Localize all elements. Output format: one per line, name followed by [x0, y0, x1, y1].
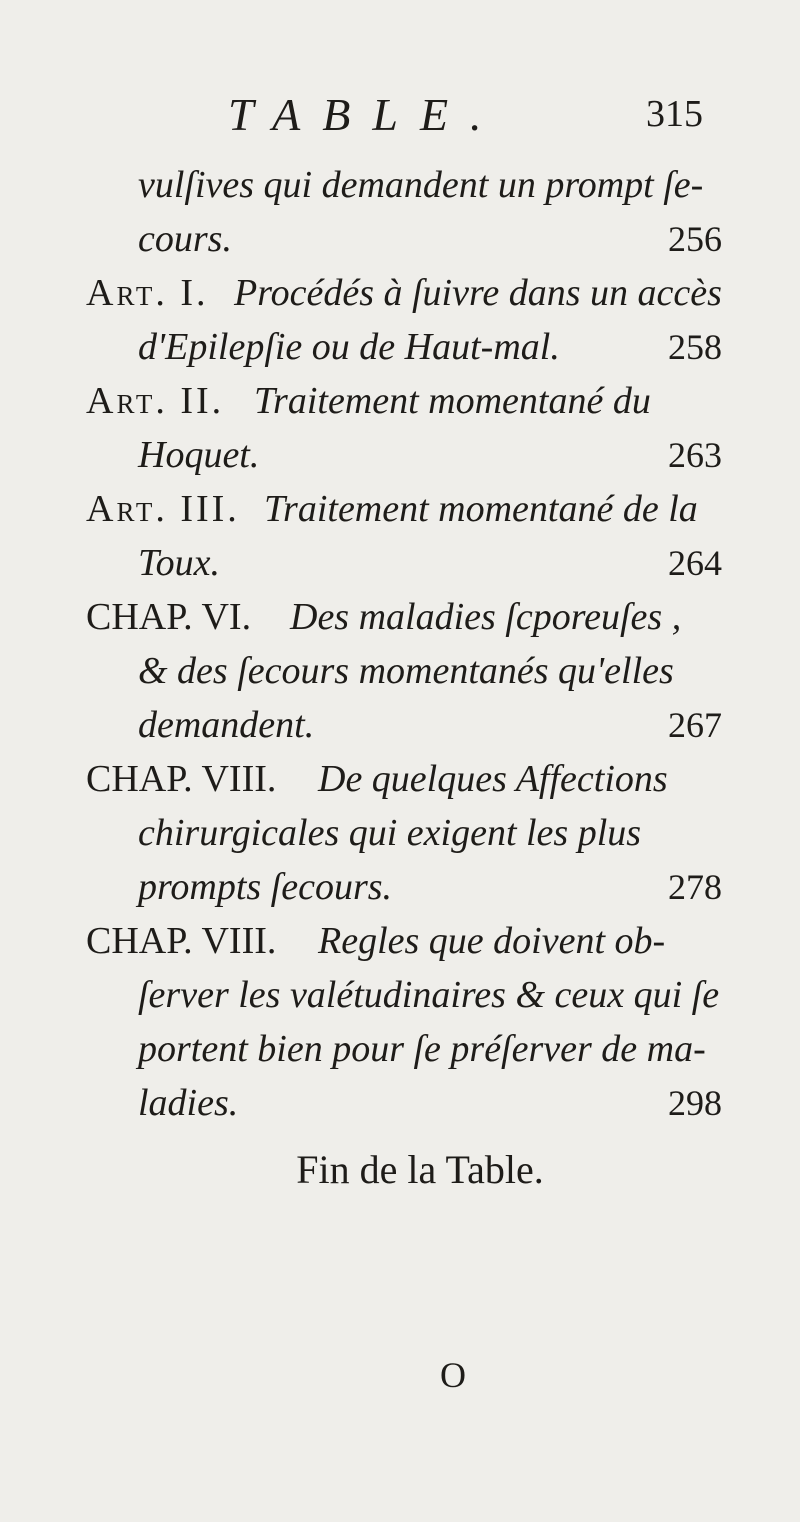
entry-text: ſerver les valétudinaires & ceux qui ſe [138, 974, 720, 1016]
entry-label: Art. II. [86, 380, 225, 422]
table-entry-line [0, 752, 800, 806]
page-number: 315 [646, 93, 703, 135]
table-entry-line [0, 320, 800, 374]
entry-page-number: 298 [668, 1083, 722, 1123]
entry-page-number: 278 [668, 867, 722, 907]
entry-text: Toux. [138, 542, 221, 584]
entry-label: CHAP. VI. [86, 596, 252, 638]
table-entry-line [0, 1022, 800, 1076]
entry-text: Regles que doivent ob- [318, 920, 666, 962]
entry-page-number: 267 [668, 705, 722, 745]
entry-text: d'Epilepſie ou de Haut-mal. [138, 326, 560, 368]
table-entry-line [0, 968, 800, 1022]
entry-label: CHAP. VIII. [86, 920, 277, 962]
entry-page-number: 264 [668, 543, 722, 583]
entry-text: demandent. [138, 704, 315, 746]
table-entry-line [0, 806, 800, 860]
signature-mark: O [440, 1355, 466, 1395]
entry-text: chirurgicales qui exigent les plus [138, 812, 642, 854]
entry-text: & des ſecours momentanés qu'elles [138, 650, 674, 692]
table-entry-line [0, 212, 800, 266]
table-entry-line [0, 1076, 800, 1130]
table-entry-line [0, 644, 800, 698]
entry-text: cours. [138, 218, 232, 260]
table-entry-line [0, 482, 800, 536]
entry-text: Traitement momentané de la [264, 488, 698, 530]
entry-page-number: 263 [668, 435, 722, 475]
table-entry-line [0, 536, 800, 590]
table-entry-line [0, 590, 800, 644]
table-entry-line [0, 698, 800, 752]
entry-text: Procédés à ſuivre dans un accès [234, 272, 722, 314]
entry-label: CHAP. VIII. [86, 758, 277, 800]
entry-text: De quelques Affections [318, 758, 668, 800]
entry-text: prompts ſecours. [138, 866, 393, 908]
entry-text: ladies. [138, 1082, 239, 1124]
table-entry-line [0, 158, 800, 212]
table-entry-line [0, 428, 800, 482]
entry-label: Art. I. [86, 272, 209, 314]
entry-page-number: 256 [668, 219, 722, 259]
running-title: TABLE. [228, 89, 504, 140]
entry-text: Traitement momentané du [254, 380, 651, 422]
entry-text: vulſives qui demandent un prompt ſe- [138, 164, 704, 206]
entry-text: portent bien pour ſe préſerver de ma- [138, 1028, 706, 1070]
entry-text: Hoquet. [138, 434, 260, 476]
table-entry-line [0, 914, 800, 968]
entry-label: Art. III. [86, 488, 240, 530]
table-entry-line [0, 374, 800, 428]
page-header [0, 88, 800, 148]
table-entry-line [0, 266, 800, 320]
end-of-table-text: Fin de la Table. [296, 1147, 544, 1192]
entry-text: Des maladies ſcporeuſes , [290, 596, 682, 638]
entry-page-number: 258 [668, 327, 722, 367]
table-entry-line [0, 860, 800, 914]
